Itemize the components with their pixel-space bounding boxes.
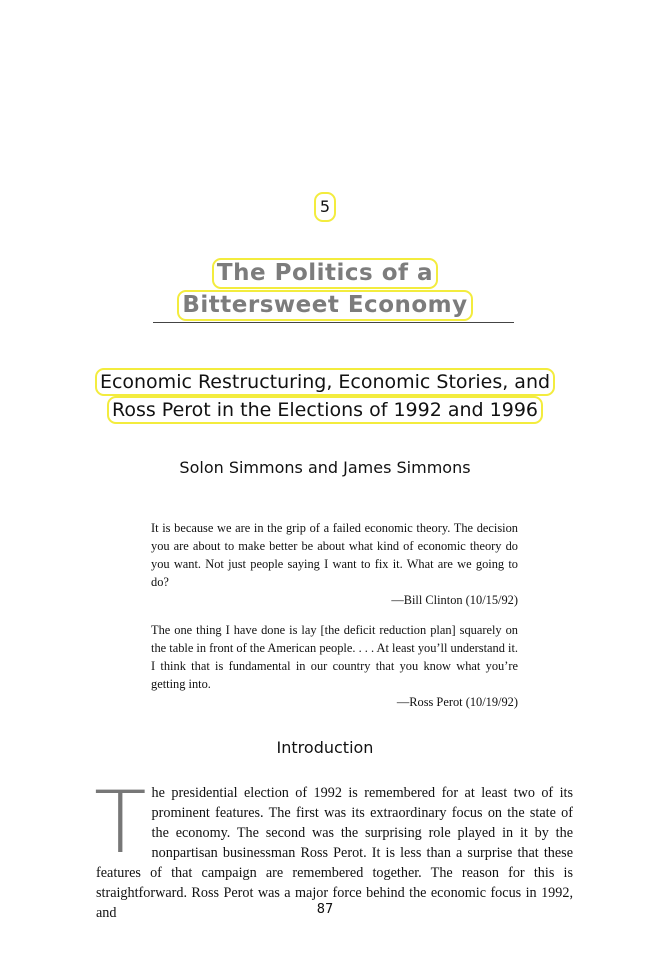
chapter-title-line-1 <box>0 258 650 289</box>
epigraph-text: The one thing I have done is lay [the deficit reduction plan] squarely on the table in front of the American people. . . . At least you’ll understand it. I think that is fundamental in our country that you know what you’re getting into. <box>151 623 518 691</box>
chapter-title-text-1: The Politics of a <box>212 258 438 289</box>
chapter-number-text: 5 <box>314 192 336 222</box>
chapter-subtitle-text-1: Economic Restructuring, Economic Stories, and <box>95 368 555 396</box>
chapter-title-text-2: Bittersweet Economy <box>177 290 472 321</box>
chapter-authors: Solon Simmons and James Simmons <box>179 458 471 477</box>
epigraph-attribution: —Bill Clinton (10/15/92) <box>391 593 518 607</box>
chapter-subtitle-text-2: Ross Perot in the Elections of 1992 and 1996 <box>107 396 543 424</box>
epigraph-perot <box>151 621 518 711</box>
epigraph-text: It is because we are in the grip of a failed economic theory. The decision you are about to make better be about what kind of economic theory do you want. Not just people saying I want to fix it. What are we going to do? <box>151 521 518 589</box>
chapter-subtitle-line-1 <box>0 368 650 396</box>
chapter-subtitle-line-2 <box>0 396 650 424</box>
chapter-number <box>0 192 650 222</box>
epigraph-clinton <box>151 519 518 609</box>
title-underline-rule <box>153 322 514 323</box>
section-heading: Introduction <box>276 738 374 757</box>
epigraph-attribution: —Ross Perot (10/19/92) <box>396 695 518 709</box>
chapter-title-line-2 <box>0 290 650 321</box>
body-paragraph-text: he presidential election of 1992 is remembered for at least two of its prominent features. The first was its extraordinary focus on the state of the economy. The second was the surprising role played in it by the nonpartisan businessman Ross Perot. It is less than a surprise that these features of that campaign are remembered together. The reason for this is straightforward. Ross Perot was a major force behind the economic focus in 1992, and <box>96 785 573 921</box>
drop-cap-letter: T <box>94 773 147 873</box>
page-number: 87 <box>316 902 334 917</box>
